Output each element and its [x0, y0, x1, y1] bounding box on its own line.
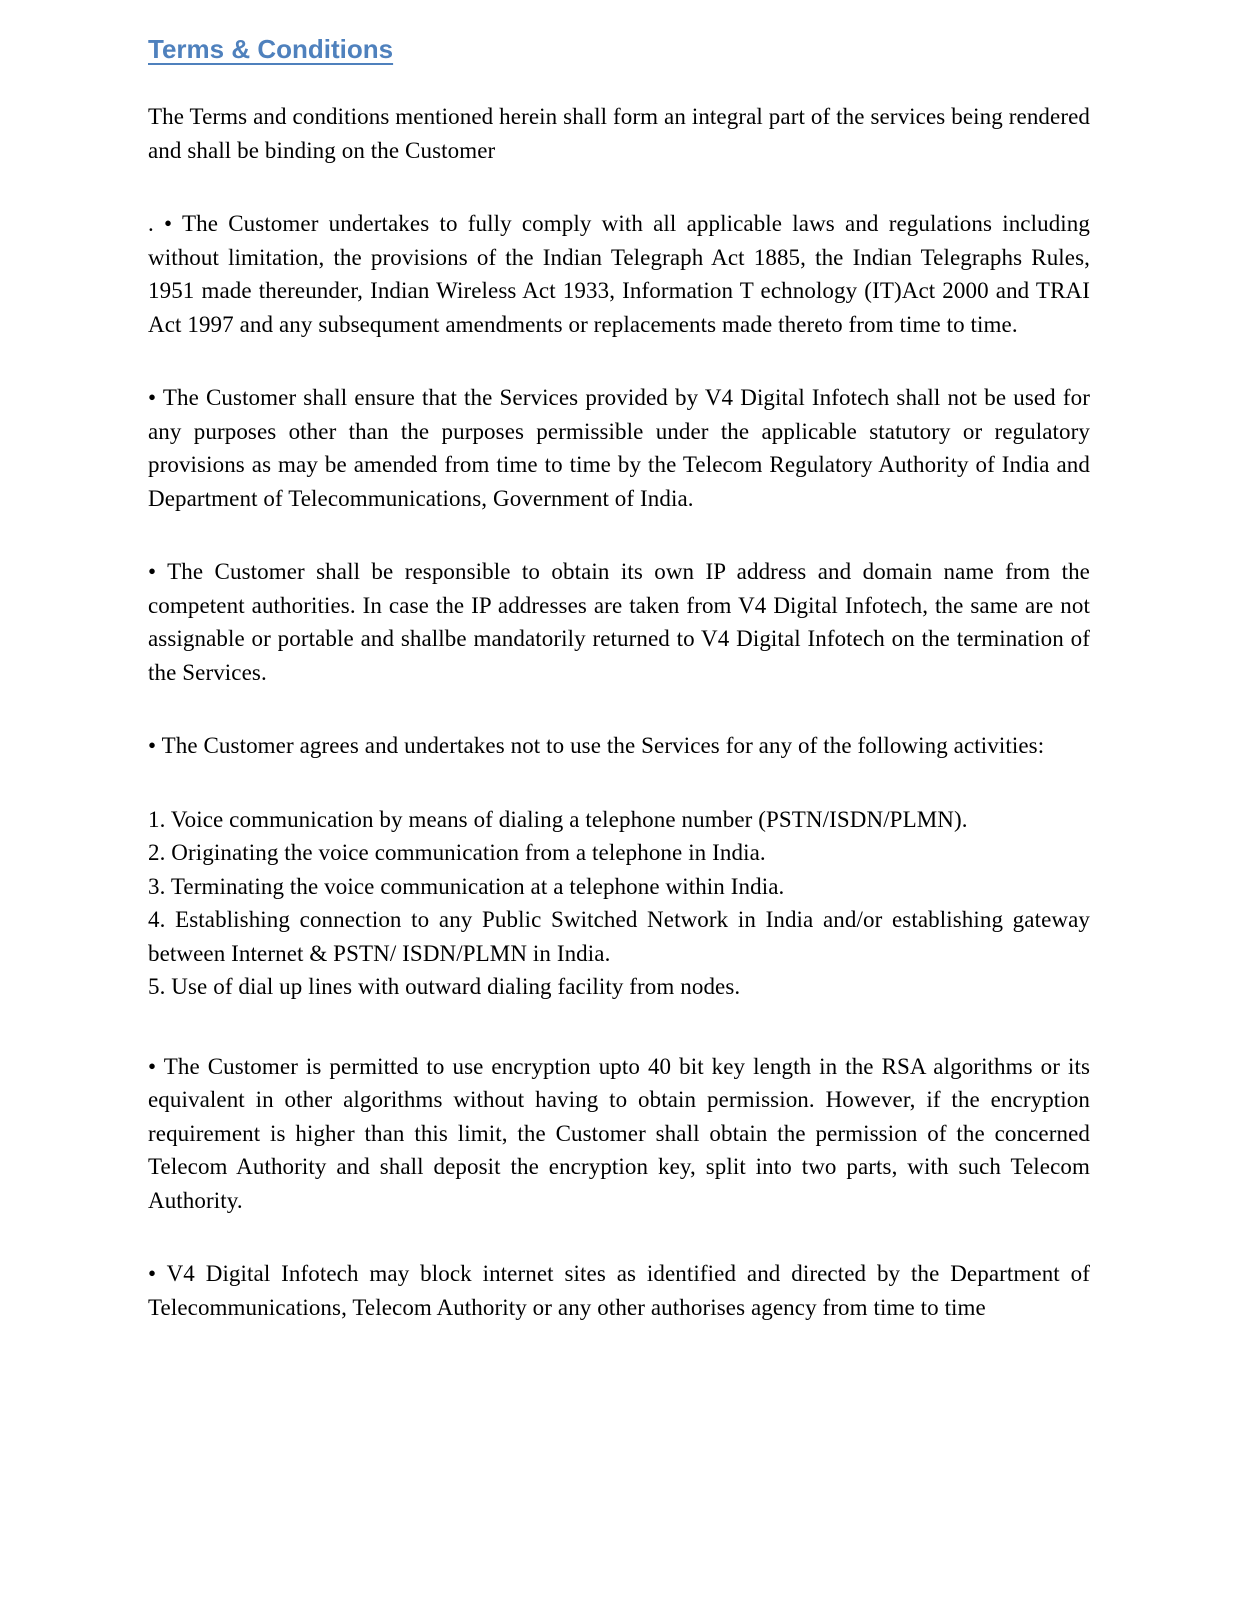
- bullet-paragraph-permissible-use: • The Customer shall ensure that the Services provided by V4 Digital Infotech shall not be used for any purposes other than the purposes permissible under the applicable statutory or regulatory provisions as may be amended from time to time by the Telecom Regulatory Authority of India and Department of Telecommunications, Government of India.: [148, 385, 1090, 511]
- bullet-paragraph-encryption: • The Customer is permitted to use encryption upto 40 bit key length in the RSA algorithms or its equivalent in other algorithms without having to obtain permission. However, if the encryption requirement is higher than this limit, the Customer shall obtain the permission of the concerned Telecom Authority and shall deposit the encryption key, split into two parts, with such Telecom Authority.: [148, 1053, 1090, 1213]
- list-item: 2. Originating the voice communication from a telephone in India.: [148, 840, 766, 865]
- list-item: 5. Use of dial up lines with outward dialing facility from nodes.: [148, 974, 741, 999]
- bullet-paragraph-site-blocking: • V4 Digital Infotech may block internet sites as identified and directed by the Department of Telecommunications, Telecom Authority or any other authorises agency from time to time: [148, 1261, 1090, 1320]
- intro-paragraph: The Terms and conditions mentioned herein shall form an integral part of the services being rendered and shall be binding on the Customer: [148, 104, 1090, 163]
- bullet-paragraph-prohibited-activities-lead: • The Customer agrees and undertakes not to use the Services for any of the following activities:: [148, 733, 1045, 758]
- prohibited-activities-list: [148, 803, 1090, 1004]
- list-item: 3. Terminating the voice communication at a telephone within India.: [148, 873, 785, 899]
- list-item: 4. Establishing connection to any Public Switched Network in India and/or establishing gateway between Internet & PSTN/ ISDN/PLMN in India.: [148, 907, 1090, 966]
- list-item: 1. Voice communication by means of dialing a telephone number (PSTN/ISDN/PLMN).: [148, 806, 968, 832]
- bullet-paragraph-ip-address: • The Customer shall be responsible to obtain its own IP address and domain name from the competent authorities. In case the IP addresses are taken from V4 Digital Infotech, the same are not assignable or portable and shallbe mandatorily returned to V4 Digital Infotech on the termination of the Services.: [148, 559, 1090, 685]
- page-title: Terms & Conditions: [148, 34, 394, 64]
- bullet-paragraph-compliance-laws: . • The Customer undertakes to fully comply with all applicable laws and regulations including without limitation, the provisions of the Indian Telegraph Act 1885, the Indian Telegraphs Rules, 1951 made thereunder, Indian Wireless Act 1933, Information T echnology (IT)Act 2000 and TRAI Act 1997 and any subsequment amendments or replacements made thereto from time to time.: [148, 211, 1090, 337]
